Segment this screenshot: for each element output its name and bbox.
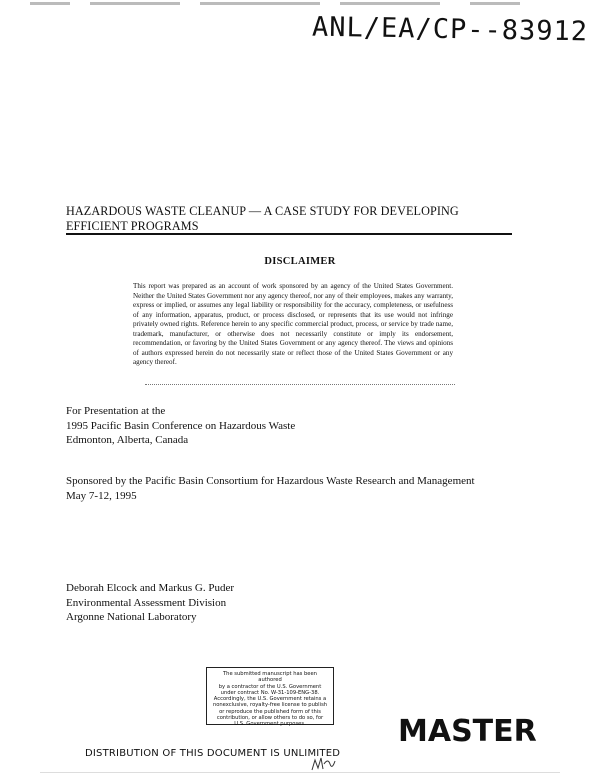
- disclaimer-text: This report was prepared as an account of work sponsored by an agency of the United States Government. Neither the United States Government nor any agency thereof, nor any of their employees, makes any warranty, express or implied, or assumes any legal liability or responsibility for the accuracy, completeness, or usefulness of any information, apparatus, product, or process disclosed, or represents that its use would not infringe privately owned rights. Reference herein to any specific commercial product, process, or service by trade name, trademark, manufacturer, or otherwise does not necessarily constitute or imply its endorsement, recommendation, or favoring by the United States Government or any agency thereof. The views and opinions of authors expressed herein do not necessarily state or reflect those of the United States Government or any agency thereof.: [133, 282, 453, 366]
- conference-dates: May 7-12, 1995: [66, 489, 137, 502]
- title-underline: [66, 233, 512, 235]
- sponsorship-info: [66, 474, 536, 503]
- author-names: Deborah Elcock and Markus G. Puder: [66, 582, 235, 594]
- release-line: contribution, or allow others to do so, for: [216, 715, 324, 722]
- sponsor-line: Sponsored by the Pacific Basin Consortium for Hazardous Waste Research and Management: [66, 475, 475, 487]
- report-number: ANL/EA/CP--83912: [311, 11, 589, 48]
- copyright-release-box: [206, 667, 334, 728]
- release-line: Accordingly, the U.S. Government retains a: [213, 696, 327, 703]
- scan-bottom-edge: [40, 772, 560, 773]
- release-line: U.S. Government purposes.: [234, 721, 306, 728]
- release-line: under contract No. W-31-109-ENG-38.: [220, 689, 320, 696]
- disclaimer-heading: DISCLAIMER: [264, 256, 336, 267]
- release-line: by a contractor of the U.S. Government: [218, 683, 322, 690]
- release-line: nonexclusive, royalty-free license to publish: [212, 702, 328, 709]
- distribution-statement: DISTRIBUTION OF THIS DOCUMENT IS UNLIMITED: [85, 748, 341, 759]
- presentation-info: [66, 404, 295, 448]
- release-line: or reproduce the published form of this: [219, 708, 321, 715]
- disclaimer-divider: [145, 384, 455, 385]
- release-line: The submitted manuscript has been authored: [223, 671, 317, 684]
- master-stamp: MASTER: [398, 714, 537, 749]
- document-title: HAZARDOUS WASTE CLEANUP — A CASE STUDY FOR DEVELOPING EFFICIENT PROGRAMS: [66, 204, 459, 233]
- presentation-line: For Presentation at the: [66, 405, 166, 417]
- author-division: Environmental Assessment Division: [66, 596, 227, 609]
- scan-artifact-band: [30, 0, 530, 10]
- conference-name: 1995 Pacific Basin Conference on Hazardous Waste: [66, 419, 296, 432]
- conference-location: Edmonton, Alberta, Canada: [66, 434, 189, 446]
- handwritten-initials-icon: [310, 752, 336, 774]
- author-info: [66, 581, 234, 625]
- author-laboratory: Argonne National Laboratory: [66, 611, 197, 623]
